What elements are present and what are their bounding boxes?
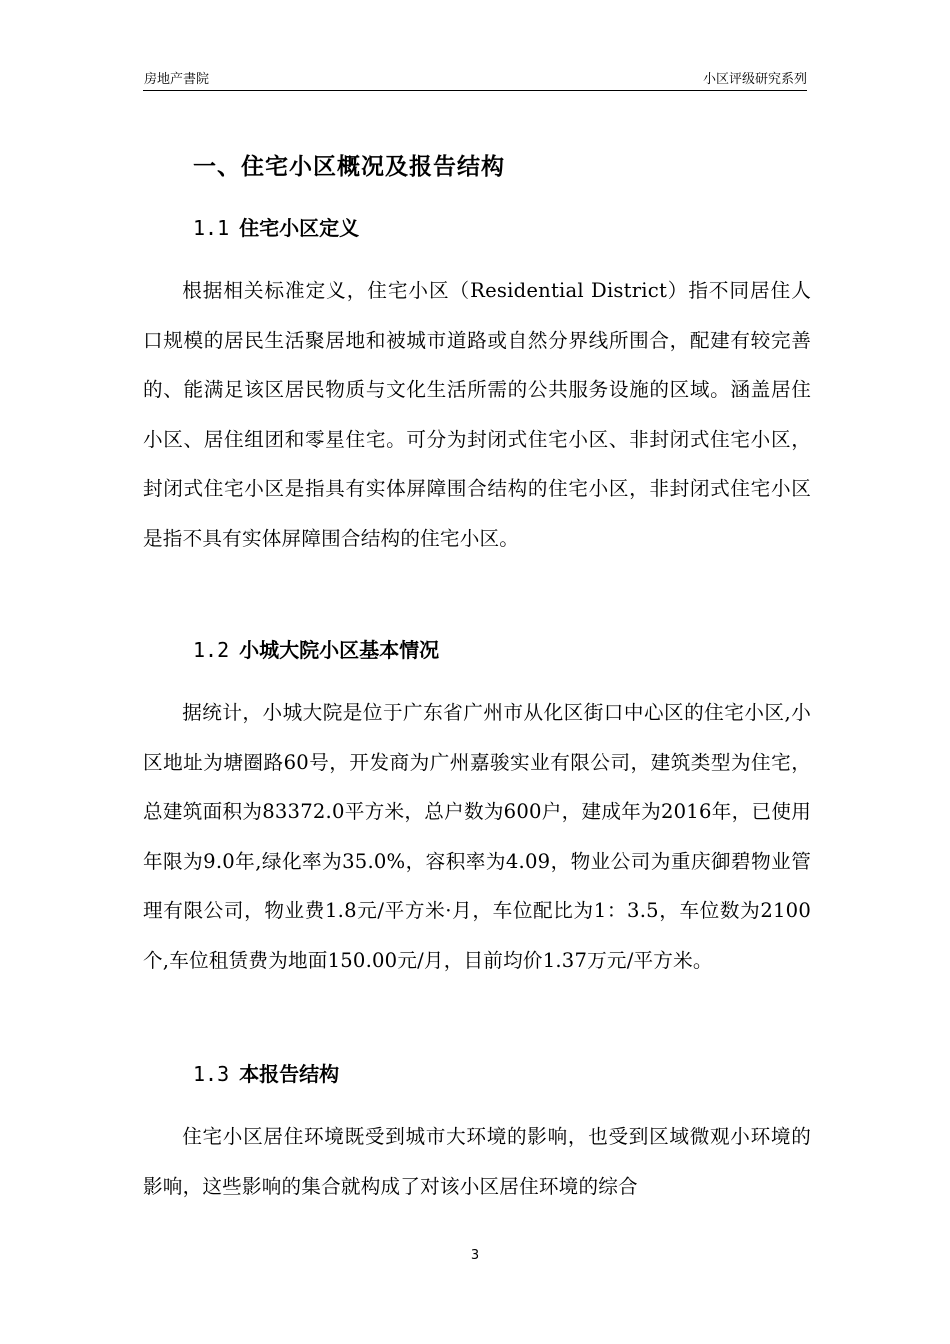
paragraph-basic-info: 据统计，小城大院是位于广东省广州市从化区街口中心区的住宅小区,小区地址为塘圈路60号，开发商为广州嘉骏实业有限公司，建筑类型为住宅，总建筑面积为83372.0平方米，总户数为600户，建成年为2016年，已使用年限为9.0年,绿化率为35.0%，容积率为4.09，物业公司为重庆御碧物业管理有限公司，物业费1.8元/平方米·月，车位配比为1：3.5，车位数为2100个,车位租赁费为地面150.00元/月，目前均价1.37万元/平方米。 [143,701,811,972]
subsection-title: 小城大院小区基本情况 [239,638,440,662]
subsection-heading-1-3 [193,1058,339,1087]
subsection-title: 住宅小区定义 [239,216,360,240]
subsection-number: 1.2 [193,638,230,662]
subsection-number: 1.1 [193,216,230,240]
page-number: 3 [470,1248,480,1263]
header-publisher: 房地产書院 [144,72,210,87]
section-title: 一、住宅小区概况及报告结构 [193,154,505,180]
subsection-title: 本报告结构 [239,1062,340,1086]
paragraph-report-structure: 住宅小区居住环境既受到城市大环境的影响，也受到区域微观小环境的影响，这些影响的集合就构成了对该小区居住环境的综合 [143,1125,811,1198]
header-series: 小区评级研究系列 [702,72,807,87]
subsection-heading-1-1 [193,212,359,241]
subsection-heading-1-2 [193,634,439,663]
subsection-number: 1.3 [193,1062,230,1086]
paragraph-definition: 根据相关标准定义，住宅小区（Residential District）指不同居住人口规模的居民生活聚居地和被城市道路或自然分界线所围合，配建有较完善的、能满足该区居民物质与文化生活所需的公共服务设施的区域。涵盖居住小区、居住组团和零星住宅。可分为封闭式住宅小区、非封闭式住宅小区，封闭式住宅小区是指具有实体屏障围合结构的住宅小区，非封闭式住宅小区是指不具有实体屏障围合结构的住宅小区。 [143,279,811,550]
page-header [143,66,807,91]
